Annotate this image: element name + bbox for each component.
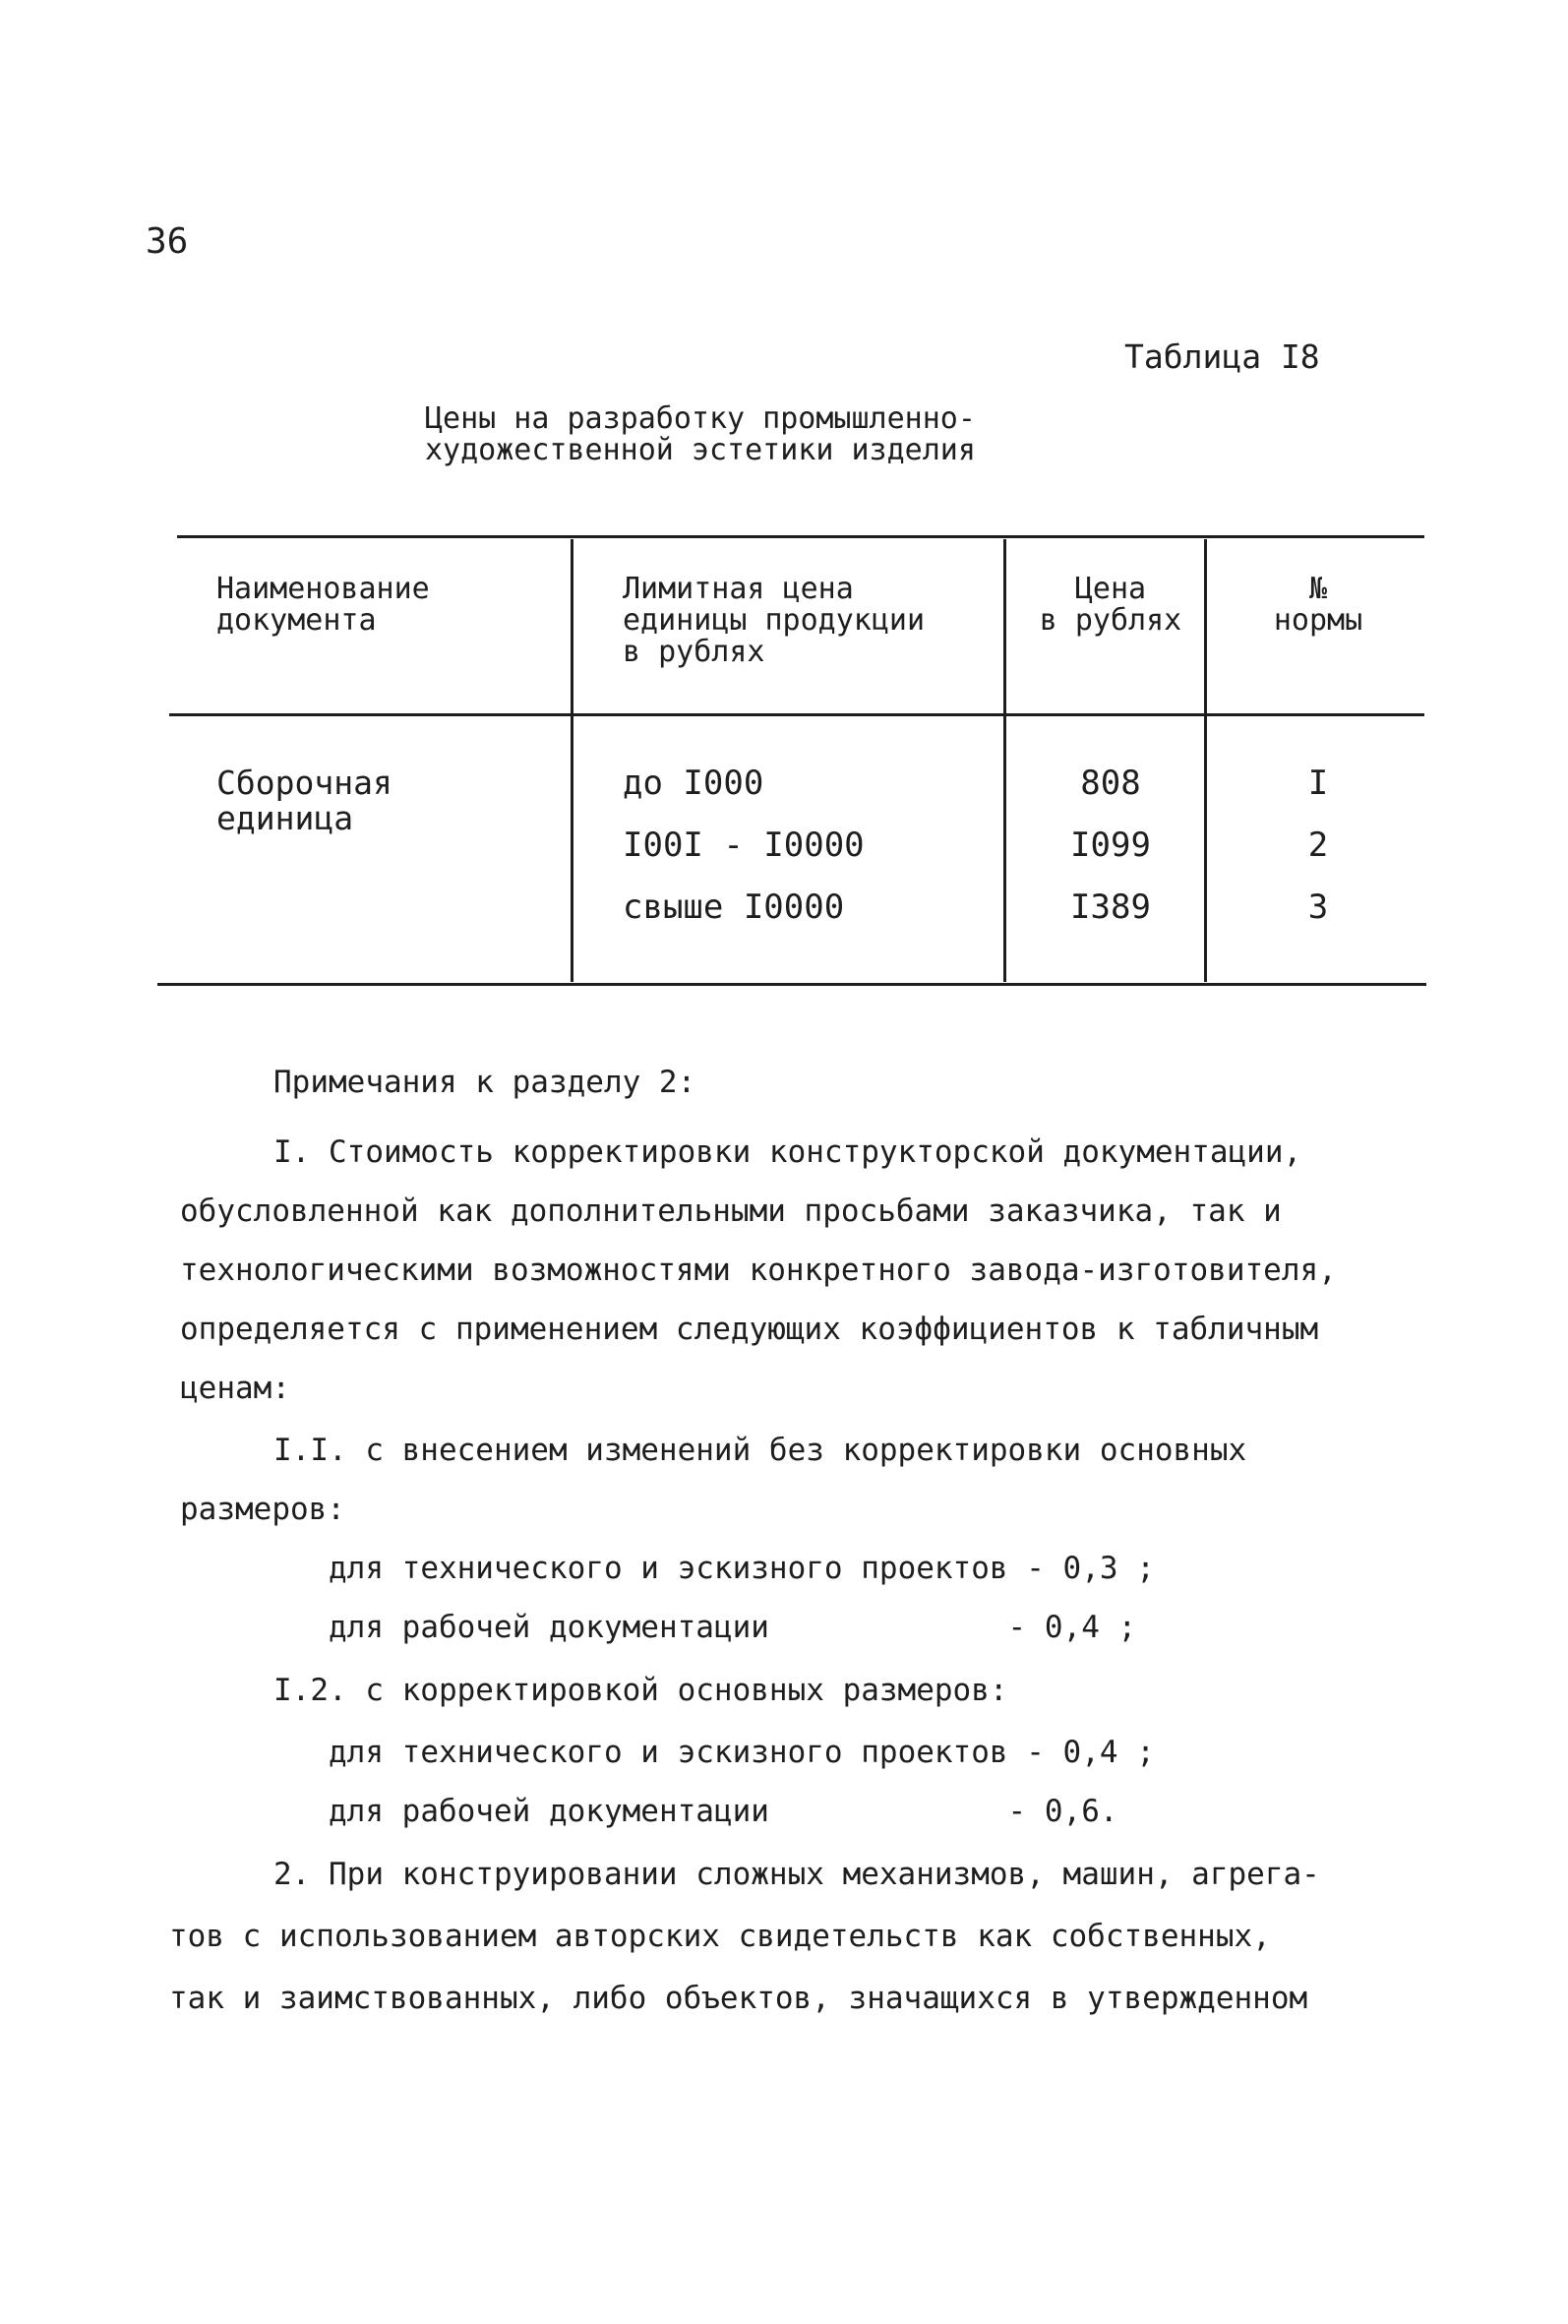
cell-limit: до I000 [623,764,764,803]
table-bottom-rule [157,983,1426,986]
header-price [1032,574,1189,637]
table-label: Таблица I8 [1124,337,1320,376]
cell-norm: 3 [1307,887,1329,927]
cell-line: Сборочная [216,764,392,802]
caption-line: художественной эстетики изделия [425,433,976,467]
header-line: Наименование [216,572,430,606]
notes-heading: Примечания к разделу 2: [273,1065,696,1100]
header-line: Цена [1074,572,1147,606]
table-top-rule [177,535,1424,538]
header-line: № [1308,572,1328,606]
note-coefficient-line: для технического и эскизного проектов - 0,3 ; [329,1551,1155,1586]
note-coefficient-line: для рабочей документации - 0,6. [329,1794,1118,1829]
page-number: 36 [146,221,189,262]
header-line: нормы [1273,603,1363,638]
header-line: Лимитная цена [623,572,854,606]
cell-line: единица [216,799,354,837]
table-caption [425,403,976,466]
cell-price: I099 [1070,826,1151,865]
note-paragraph-line: обусловленной как дополнительными просьбами заказчика, так и [180,1193,1282,1229]
table-col-divider [571,539,573,982]
caption-line: Цены на разработку промышленно- [425,401,976,436]
header-document-name [216,574,430,637]
cell-norm: 2 [1307,826,1329,865]
header-line: в рублях [623,635,765,669]
note-paragraph-line: I. Стоимость корректировки конструкторской документации, [273,1134,1302,1170]
note-paragraph-line: так и заимствованных, либо объектов, значащихся в утвержденном [169,1981,1308,2016]
note-coefficient-line: для рабочей документации - 0,4 ; [329,1610,1137,1645]
header-line: документа [216,603,377,638]
note-paragraph-line: размеров: [180,1492,345,1527]
note-paragraph-line: 2. При конструировании сложных механизмов, машин, агрега- [273,1857,1320,1892]
cell-document-name [216,765,392,836]
table-col-divider [1204,539,1207,982]
table-header-rule [169,713,1424,716]
note-paragraph-line: ценам: [180,1371,290,1406]
cell-limit: свыше I0000 [623,887,845,927]
note-paragraph-line: I.I. с внесением изменений без корректировки основных [273,1433,1247,1468]
header-line: в рублях [1039,603,1182,638]
header-line: единицы продукции [623,603,926,638]
header-norm-number [1249,574,1387,637]
header-limit-price [623,574,925,668]
cell-norm: I [1307,764,1329,803]
cell-price: 808 [1080,764,1141,803]
note-paragraph-line: I.2. с корректировкой основных размеров: [273,1673,1008,1708]
cell-price: I389 [1070,887,1151,927]
note-paragraph-line: тов с использованием авторских свидетельств как собственных, [169,1919,1271,1954]
table-col-divider [1003,539,1006,982]
note-coefficient-line: для технического и эскизного проектов - 0,4 ; [329,1735,1155,1770]
cell-limit: I00I - I0000 [623,826,865,865]
note-paragraph-line: определяется с применением следующих коэффициентов к табличным [180,1312,1319,1347]
note-paragraph-line: технологическими возможностями конкретного завода-изготовителя, [180,1253,1337,1288]
